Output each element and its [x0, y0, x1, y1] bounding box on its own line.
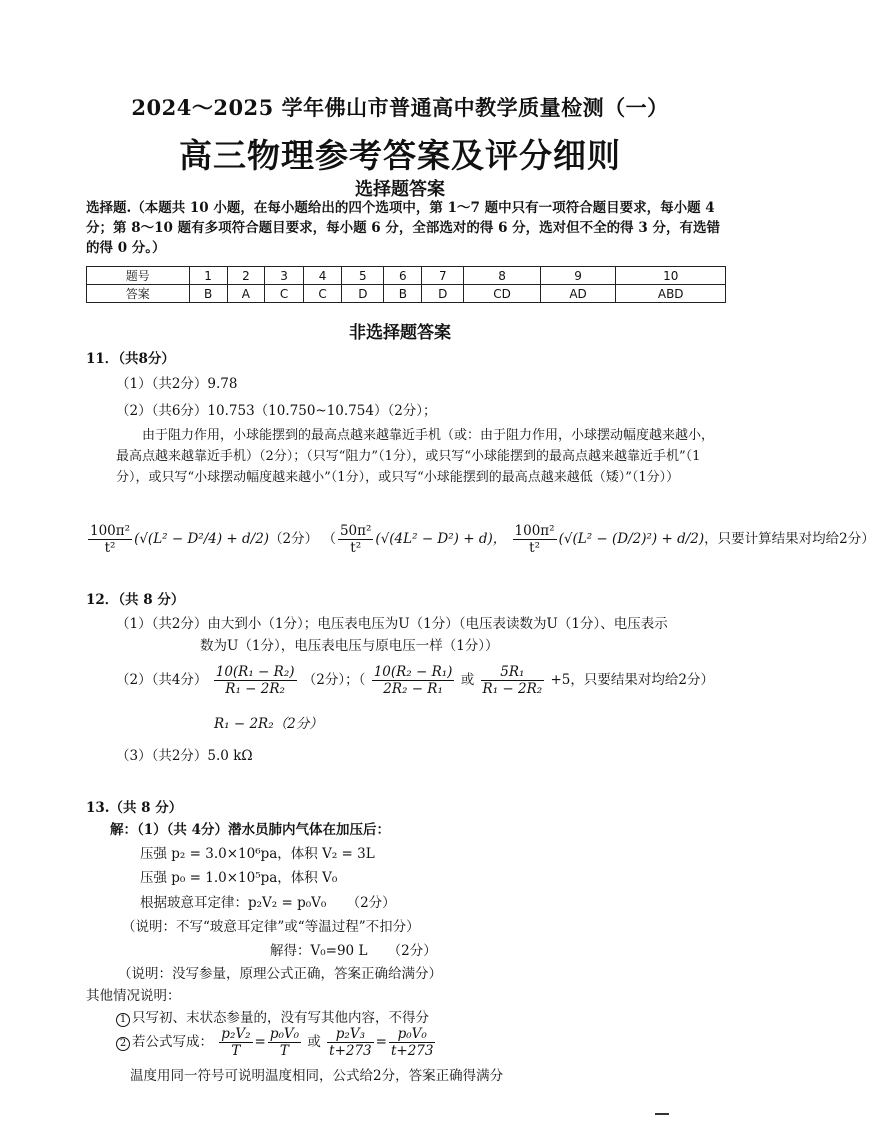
table-cell: 4: [303, 267, 342, 285]
answer-table: [86, 266, 726, 303]
fraction: $\frac{\text{10(R₂ − R₁)}}{\text{2R₂ − R₁}}$: [373, 664, 453, 697]
table-cell: B: [384, 285, 422, 303]
table-cell: 6: [384, 267, 422, 285]
table-row-numbers: [87, 267, 726, 285]
nonchoice-section-heading: 非选择题答案: [349, 323, 451, 343]
table-cell: 3: [265, 267, 304, 285]
q13-heading: 13.（共 8 分）: [86, 800, 183, 816]
table-cell: 9: [540, 267, 616, 285]
q12-part2-line2: R₁ − 2R₂（2分）: [214, 716, 323, 732]
q11-part1: （1）（共2分）9.78: [116, 376, 238, 392]
table-row-header: 答案: [87, 285, 190, 303]
circled-number: 1: [116, 1013, 130, 1027]
table-cell: B: [189, 285, 227, 303]
fraction: $\frac{\text{50π²}}{\text{t²}}$: [339, 523, 372, 556]
q13-line3: 压强 p₀ = 1.0×10⁵pa，体积 V₀: [140, 870, 338, 886]
fraction: $\frac{\text{p₀V₀}}{t+273}$: [390, 1026, 434, 1059]
q11-heading: 11．（共8分）: [86, 351, 175, 367]
choice-section-heading: 选择题答案: [355, 179, 445, 200]
table-cell: A: [227, 285, 265, 303]
table-row-answers: [87, 285, 726, 303]
q13-line2: 压强 p₂ = 3.0×10⁶pa，体积 V₂ = 3L: [140, 846, 375, 862]
fraction: $\frac{\text{100π²}}{\text{t²}}$: [90, 523, 131, 556]
q11-part2: （2）（共6分）10.753（10.750~10.754）（2分）；: [116, 403, 437, 419]
q11-formula-line: $\frac{\text{100π²}}{\text{t²}}$ (√(L² − D²/4) + d/2)（2分） （ $\frac{\text{50π²}}{\text{t²}}$ (√(4L² − D²) + d)， $\frac{\text{100π²}}{\text{t²}}$ (√(L² − (D/2)²) + d/2)，只要计算结果对均给2分）: [90, 523, 875, 556]
table-cell: 1: [189, 267, 227, 285]
fraction: $\frac{\text{p₂V₃}}{t+273}$: [329, 1026, 372, 1059]
table-cell: D: [342, 285, 384, 303]
circled-number: 2: [116, 1037, 130, 1051]
q13-line10: 2 若公式写成： $\frac{\text{p₂V₂}}{T}$ = $\frac{\text{p₀V₀}}{T}$ 或 $\frac{\text{p₂V₃}}{t+273}$ = $\frac{\text{p₀V₀}}{t+273}$: [116, 1026, 437, 1059]
q12-part2-line1: （2）（共4分） $\frac{\text{10(R₁ − R₂)}}{\text{R₁ − 2R₂}}$ （2分）；（ $\frac{\text{10(R₂ − R₁)}}{\text{2R₂ − R₁}}$ 或 $\frac{\text{5R₁}}{\text{R₁ − 2R₂}}$ +5，只要结果对均给2分）: [116, 664, 714, 697]
table-row-header: 题号: [87, 267, 190, 285]
q13-line9: 1 只写初、末状态参量的，没有写其他内容，不得分: [116, 1006, 429, 1027]
document-title: 高三物理参考答案及评分细则: [179, 136, 621, 175]
q11-explanation: 由于阻力作用，小球能摆到的最高点越来越靠近手机（或：由于阻力作用，小球摆动幅度越来越小，最高点越来越靠近手机）（2分）；（只写“阻力”（1分），或只写“小球能摆到的最高点越来越靠近手机”（1分），或只写“小球摆动幅度越来越小”（1分），或只写“小球能摆到的最高点越来越低（矮）”（1分））: [116, 428, 715, 485]
q12-part3: （3）（共2分）5.0 kΩ: [116, 748, 253, 764]
table-cell: 5: [342, 267, 384, 285]
q12-heading: 12．（共 8 分）: [86, 592, 185, 608]
exam-title: 2024～2025 学年佛山市普通高中教学质量检测（一）: [131, 95, 669, 120]
fraction: $\frac{\text{p₂V₂}}{T}$: [221, 1026, 251, 1059]
q13-line8: 其他情况说明：: [86, 988, 181, 1004]
q13-line4: 根据玻意耳定律：p₂V₂ = p₀V₀ （2分）: [140, 895, 396, 911]
table-cell: CD: [464, 285, 540, 303]
table-cell: AD: [540, 285, 616, 303]
table-cell: ABD: [616, 285, 726, 303]
q13-line1: 解：（1）（共 4分）潜水员肺内气体在加压后：: [110, 822, 390, 838]
choice-instructions: 选择题.（本题共 10 小题，在每小题给出的四个选项中，第 1～7 题中只有一项符合题目要求，每小题 4 分；第 8～10 题有多项符合题目要求，每小题 6 分，全部选对的得 6 分，选对但不全的得 3 分，有选错 的得 0 分。）: [86, 200, 720, 256]
table-cell: C: [303, 285, 342, 303]
q13-line11: 温度用同一符号可说明温度相同，公式给2分，答案正确得满分: [130, 1068, 504, 1084]
fraction: $\frac{\text{p₀V₀}}{T}$: [269, 1026, 300, 1059]
fraction: $\frac{\text{10(R₁ − R₂)}}{\text{R₁ − 2R₂}}$: [215, 664, 295, 697]
fraction: $\frac{\text{100π²}}{\text{t²}}$: [514, 523, 555, 556]
q13-line7: （说明：没写参量，原理公式正确，答案正确给满分）: [118, 966, 442, 982]
scan-mark: [655, 1113, 669, 1115]
table-cell: 2: [227, 267, 265, 285]
table-cell: C: [265, 285, 304, 303]
table-cell: 8: [464, 267, 540, 285]
fraction: $\frac{\text{5R₁}}{\text{R₁ − 2R₂}}$: [482, 664, 543, 697]
q13-line6: 解得：V₀=90 L （2分）: [270, 943, 437, 959]
table-cell: 10: [616, 267, 726, 285]
table-cell: D: [422, 285, 464, 303]
q12-part1-line2: 数为U（1分），电压表电压与原电压一样（1分））: [200, 638, 499, 654]
table-cell: 7: [422, 267, 464, 285]
q13-line5: （说明：不写“玻意耳定律”或“等温过程”不扣分）: [122, 919, 420, 935]
q12-part1-line1: （1）（共2分）由大到小（1分）；电压表电压为U（1分）（电压表读数为U（1分）、电压表示: [116, 616, 668, 632]
